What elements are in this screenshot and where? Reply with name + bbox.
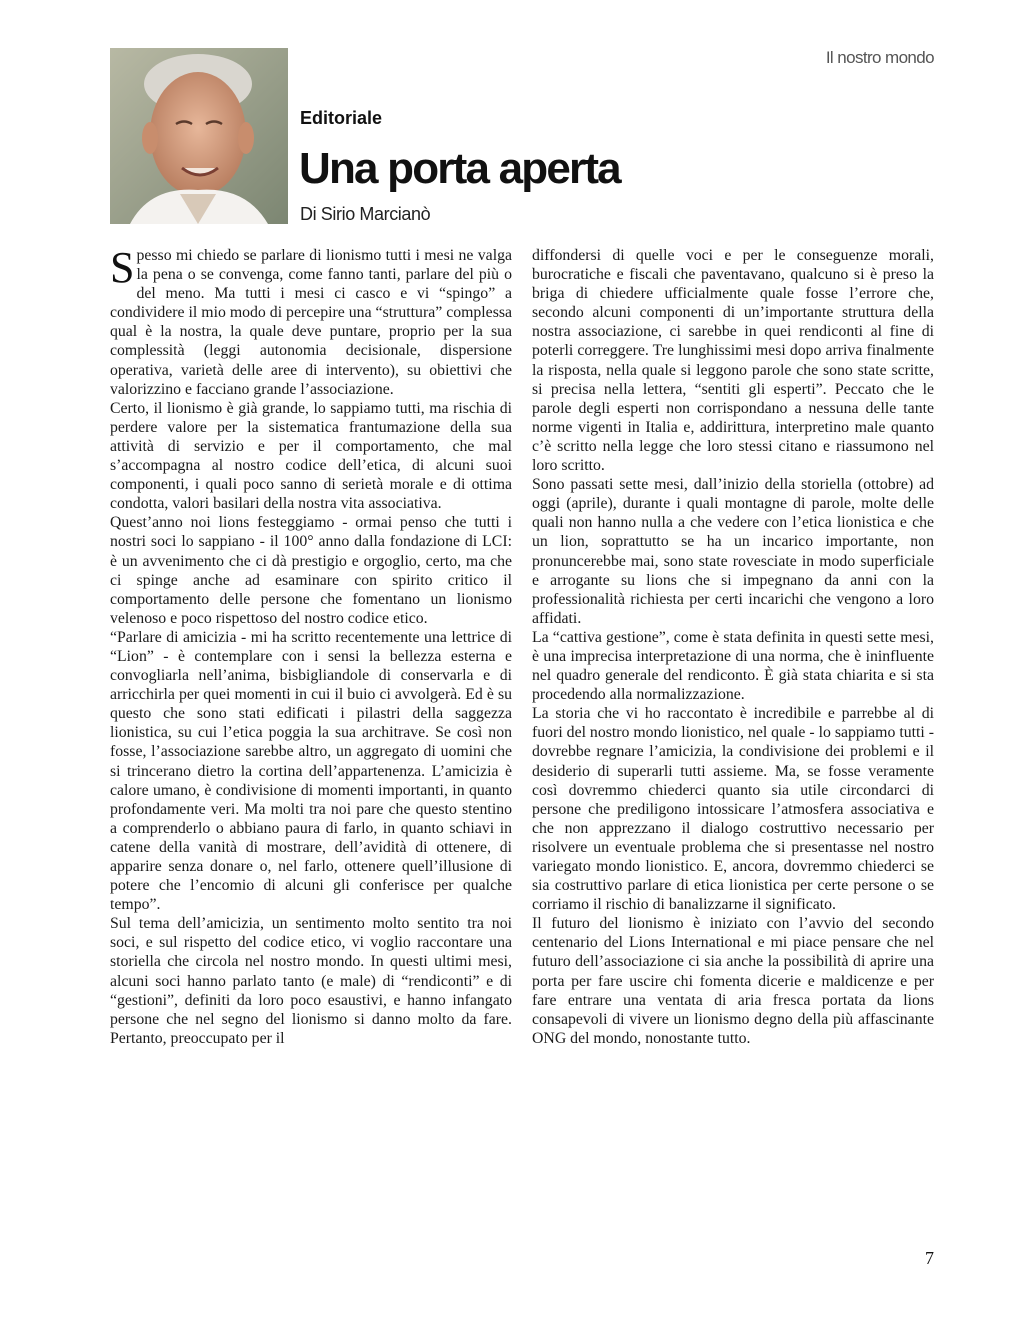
page-number: 7 (925, 1248, 934, 1268)
paragraph-text: pesso mi chiedo se parlare di lionismo tutti i mesi ne valga la pena o se convenga, come fanno tanti, parlare del più o del meno. Ma tutti i mesi ci casco e vi “spingo” a condividere il mio modo di percepire una “struttura” complessa qual è la nostra, la quale deve puntare, proprio per la sua complessità (leggi autonomia decisionale, dispersione operativa, varietà delle aree di intervento), su obiettivi che valorizzino e facciano grande l’associazione. (110, 247, 512, 398)
paragraph: Il futuro del lionismo è iniziato con l’avvio del secondo centenario del Lions International e mi piace pensare che nel futuro dell’associazione ci sia anche la possibilità di aprire una porta per fare uscire chi fomenta dicerie e maldicenze e per fare entrare una ventata di aria fresca portata da lions consapevoli di vivere un lionismo degno della più affascinante ONG del mondo, nonostante tutto. (532, 915, 934, 1047)
drop-cap: S (110, 243, 135, 292)
paragraph: La storia che vi ho raccontato è incredibile e parrebbe al di fuori del nostro mondo lionistico, nel quale - lo sappiamo tutti - dovrebbe regnare l’amicizia, la condivisione dei problemi e il desiderio di superarli tutti assieme. Ma, se fosse veramente così dovremmo chiederci quanto sia utile circondarci di persone che prediligono intossicare l’atmosfera associativa e che non apprezzano il dialogo costruttivo necessario per risolvere un eventuale problema che si presentasse nel nostro variegato mondo lionistico. E, ancora, dovremmo chiederci se sia costruttivo parlare di etica lionistica per certe persone o se corriamo il rischio di banalizzarne il significato. (532, 705, 934, 914)
editorial-kicker: Editoriale (300, 108, 383, 128)
paragraph: diffondersi di quelle voci e per le conseguenze morali, burocratiche e fiscali che paventavano, qualcuno si è preso la briga di chiedere ufficialmente quale fosse l’errore che, secondo alcuni componenti di un’importante struttura della nostra associazione, ci sarebbe in quei rendiconti al fine di poterli correggere. Tre lunghissimi mesi dopo arriva finalmente la risposta, nella quale si leggono parole che sono state scritte, si precisa nella lettera, “sentiti gli esperti”. Peccato che le parole degli esperti non corrispondano a nessuna delle tante norme vigenti in Italia e, addirittura, interpretino male quanto c’è scritto nella legge che loro stessi citano e riassumono nel loro scritto. (532, 247, 934, 475)
byline: Di Sirio Marcianò (300, 204, 431, 224)
paragraph: “Parlare di amicizia - mi ha scritto recentemente una lettrice di “Lion” - è contemplare con i sensi la bellezza esterna e convogliarla nell’anima, bisbigliandole di conservarla e di arricchirla per quei momenti in cui il buio ci avvolgerà. Ed è su questo che sono stati edificati i pilastri della saggezza lionistica, su cui l’etica poggia la sua architrave. Se così non fosse, l’associazione sarebbe altro, un aggregato di uomini che si trincerano dietro la cortina dell’appartenenza. L’amicizia è calore umano, è condivisione di momenti importanti, in quanto profondamente veri. Ma molti tra noi pare che questo stentino a comprenderlo o abbiano paura di farlo, in quanto schiavi in catene della vanità di mostrare, dell’avidità di ottenere, di apparire senza donare o, nel farlo, ottenere quell’illusione di potere che l’encomio di alcuni gli conferisce per qualche tempo”. (110, 628, 512, 914)
paragraph: Sul tema dell’amicizia, un sentimento molto sentito tra noi soci, e sul rispetto del codice etico, vi voglio raccontare una storiella che circola nel nostro mondo. In questi ultimi mesi, alcuni soci hanno parlato tanto (e male) di “rendiconti” e di “gestioni”, definiti da loro poco esaustivi, e hanno infangato persone che nel segno del lionismo si danno molto da fare. Pertanto, preoccupato per il (110, 915, 512, 1047)
paragraph: Sono passati sette mesi, dall’inizio della storiella (ottobre) ad oggi (aprile), durante i quali montagne di parole, molte delle quali non hanno nulla a che vedere con l’etica lionistica e che un lion, soprattutto se ha un incarico importante, non pronuncerebbe mai, sono state rovesciate in modo superficiale e arrogante su lions che si impegnano da anni con la professionalità richiesta per certi incarichi che vengono a loro affidati. (532, 476, 934, 627)
author-portrait-image (110, 48, 288, 224)
section-label: Il nostro mondo (825, 48, 934, 67)
paragraph: Quest’anno noi lions festeggiamo - ormai penso che tutti i nostri soci lo sappiano - il 100° anno dalla fondazione di LCI: è un avvenimento che ci dà prestigio e orgoglio, certo, ma che ci spinge anche ad esaminare con spirito critico il comportamento delle persone che fomentano un lionismo velenoso e poco rispettoso del nostro codice etico. (110, 514, 512, 627)
paragraph (110, 243, 512, 399)
author-photo (110, 48, 288, 224)
left-column (110, 243, 512, 1048)
article-title: Una porta aperta (299, 144, 620, 193)
paragraph: La “cattiva gestione”, come è stata definita in questi sette mesi, è una imprecisa interpretazione di una norma, che è ininfluente nel quadro generale del rendiconto. È già stata chiarita e si sta procedendo alla normalizzazione. (532, 628, 934, 704)
paragraph: Certo, il lionismo è già grande, lo sappiamo tutti, ma rischia di perdere valore per la sistematica frantumazione della sua attività di servizio e per il comportamento, che mal s’accompagna al nostro codice dell’etica, di alcuni suoi componenti, i quali poco sanno di serietà morale e di ottima condotta, valori basilari della nostra vita associativa. (110, 399, 512, 513)
right-column (532, 246, 934, 1048)
